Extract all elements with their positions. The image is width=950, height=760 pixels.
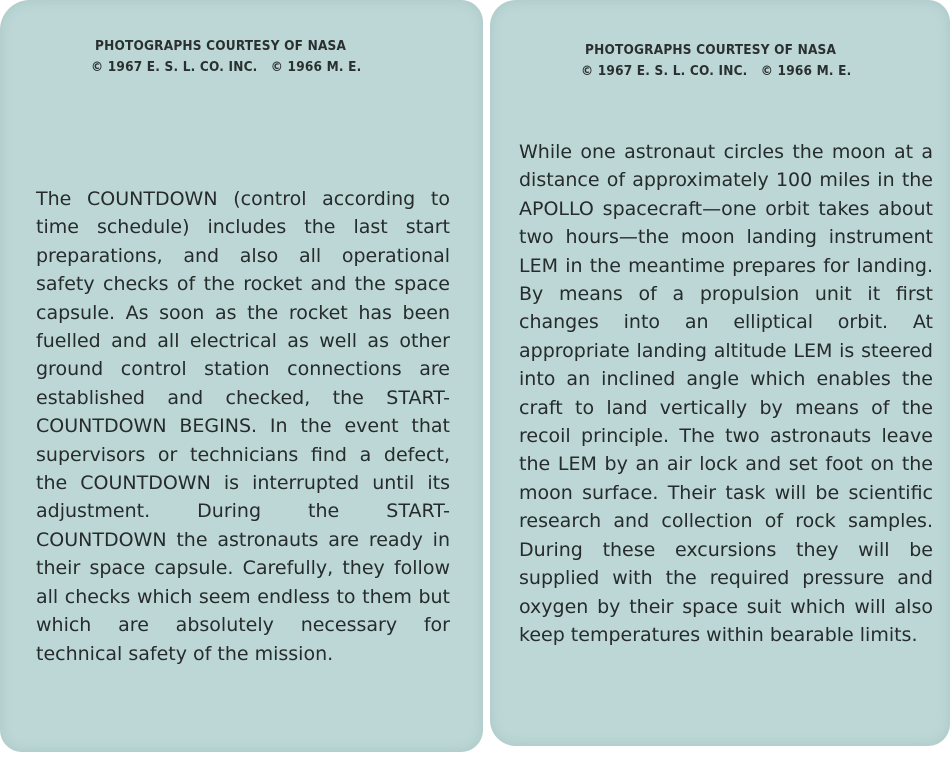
- card-body-text: The COUNTDOWN (control according to time schedule) includes the last start preparations, and also all operational safety checks of the rocket and the space capsule. As soon as the rocket has been fuelled and all electrical as well as other ground control station connections are established and checked, the START-COUNTDOWN BEGINS. In the event that supervisors or technicians find a defect, the COUNTDOWN is interrupted until its adjustment. During the START-COUNTDOWN the astronauts are ready in their space capsule. Carefully, they follow all checks which seem endless to them but which are absolutely necessary for technical safety of the mission.: [36, 188, 450, 665]
- card-body-text: While one astronaut circles the moon at a distance of approximately 100 miles in the APOLLO spacecraft—one orbit takes about two hours—the moon landing instrument LEM in the meantime prepares for landing. By means of a propulsion unit it first changes into an elliptical orbit. At appropriate landing altitude LEM is steered into an inclined angle which enables the craft to land vertically by means of the recoil principle. The two astronauts leave the LEM by an air lock and set foot on the moon surface. Their task will be scientific research and collection of rock samples. During these excursions they will be supplied with the required pressure and oxygen by their space suit which will also keep temperatures within bearable limits.: [519, 141, 933, 646]
- credit-line-copyright: © 1967 E. S. L. CO. INC. © 1966 M. E.: [581, 63, 852, 79]
- credit-line-copyright: © 1967 E. S. L. CO. INC. © 1966 M. E.: [91, 59, 362, 75]
- photo-credits: [91, 36, 362, 78]
- photo-credits: [581, 40, 852, 82]
- credit-line-nasa: PHOTOGRAPHS COURTESY OF NASA: [95, 38, 347, 54]
- credit-line-nasa: PHOTOGRAPHS COURTESY OF NASA: [585, 42, 837, 58]
- card-right: [490, 0, 950, 746]
